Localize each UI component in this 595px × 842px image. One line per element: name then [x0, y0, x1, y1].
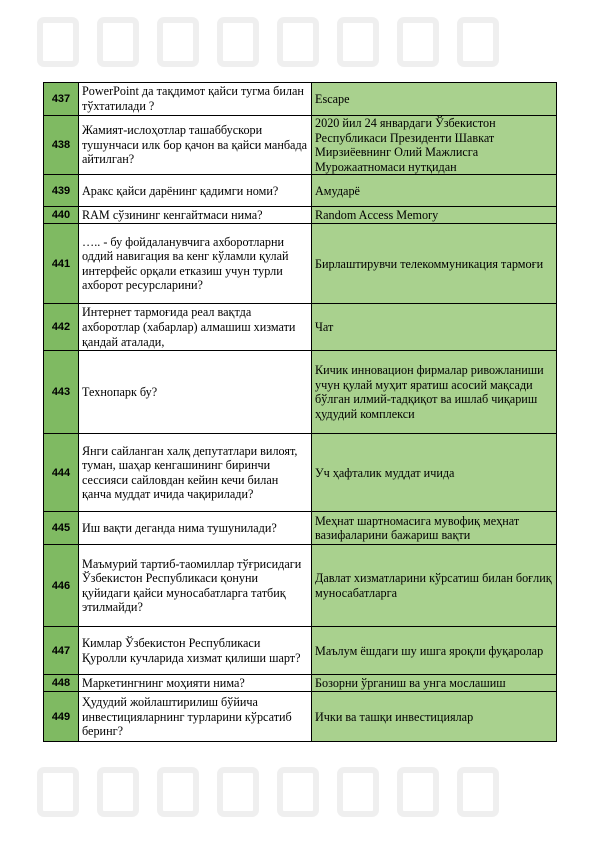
answer-cell: Бирлаштирувчи телекоммуникация тармоғи	[312, 224, 557, 304]
row-number: 446	[44, 545, 79, 627]
question-cell: Иш вақти деганда нима тушунилади?	[79, 512, 312, 545]
row-number: 445	[44, 512, 79, 545]
row-number: 439	[44, 175, 79, 207]
row-number: 438	[44, 116, 79, 175]
table-row	[44, 83, 557, 116]
question-cell: Аракс қайси дарёнинг қадимги номи?	[79, 175, 312, 207]
table-row	[44, 207, 557, 224]
question-cell: Жамият-ислоҳотлар ташаббускори тушунчаси илк бор қачон ва қайси манбада айтилган?	[79, 116, 312, 175]
answer-cell: Ички ва ташқи инвестициялар	[312, 692, 557, 742]
answer-cell: Бозорни ўрганиш ва унга мослашиш	[312, 675, 557, 692]
question-cell: Ҳудудий жойлаштирилиш бўйича инвестицияларнинг турларини кўрсатиб беринг?	[79, 692, 312, 742]
question-cell: RAM сўзининг кенгайтмаси нима?	[79, 207, 312, 224]
question-cell: Кимлар Ўзбекистон Республикаси Қуролли кучларида хизмат қилиши шарт?	[79, 627, 312, 675]
row-number: 448	[44, 675, 79, 692]
answer-cell: Random Access Memory	[312, 207, 557, 224]
answer-cell: Маълум ёшдаги шу ишга яроқли фуқаролар	[312, 627, 557, 675]
answer-cell: Меҳнат шартномасига мувофиқ меҳнат вазифаларини бажариш вақти	[312, 512, 557, 545]
answer-cell: Кичик инновацион фирмалар ривожланиши учун қулай муҳит яратиш асосий мақсади бўлган илмий-тадқиқот ва ишлаб чиқариш ҳудудий комплекси	[312, 351, 557, 434]
row-number: 447	[44, 627, 79, 675]
table-row	[44, 512, 557, 545]
table-row	[44, 175, 557, 207]
answer-cell: Амударё	[312, 175, 557, 207]
question-cell: Маркетингнинг моҳияти нима?	[79, 675, 312, 692]
table-row	[44, 116, 557, 175]
row-number: 442	[44, 304, 79, 351]
question-cell: Маъмурий тартиб-таомиллар тўғрисидаги Ўзбекистон Республикаси қонуни қуйидаги қайси муносабатларга татбиқ этилмайди?	[79, 545, 312, 627]
table-row	[44, 224, 557, 304]
row-number: 437	[44, 83, 79, 116]
qa-table	[43, 82, 557, 742]
row-number: 441	[44, 224, 79, 304]
question-cell: PowerPoint да тақдимот қайси тугма билан тўхтатилади ?	[79, 83, 312, 116]
question-cell: Янги сайланган халқ депутатлари вилоят, туман, шаҳар кенгашининг биринчи сессияси сайловдан кейин кечи билан қанча муддат ичида чақирилади?	[79, 434, 312, 512]
answer-cell: Уч ҳафталик муддат ичида	[312, 434, 557, 512]
question-cell: ….. - бу фойдаланувчига ахборотларни оддий навигация ва кенг кўламли қулай интерфейс орқали етказиш учун турли ахборот ресурсларини?	[79, 224, 312, 304]
table-row	[44, 627, 557, 675]
question-cell: Технопарк бу?	[79, 351, 312, 434]
table-row	[44, 675, 557, 692]
row-number: 440	[44, 207, 79, 224]
answer-cell: Давлат хизматларини кўрсатиш билан боғлиқ муносабатларга	[312, 545, 557, 627]
row-number: 443	[44, 351, 79, 434]
row-number: 444	[44, 434, 79, 512]
table-row	[44, 304, 557, 351]
answer-cell: Чат	[312, 304, 557, 351]
answer-cell: 2020 йил 24 январдаги Ўзбекистон Республикаси Президенти Шавкат Мирзиёевнинг Олий Мажлисга Мурожаатномаси нутқидан	[312, 116, 557, 175]
table-row	[44, 351, 557, 434]
table-row	[44, 545, 557, 627]
question-cell: Интернет тармоғида реал вақтда ахборотлар (хабарлар) алмашиш хизмати қандай аталади,	[79, 304, 312, 351]
table-row	[44, 434, 557, 512]
table-row	[44, 692, 557, 742]
row-number: 449	[44, 692, 79, 742]
answer-cell: Escape	[312, 83, 557, 116]
